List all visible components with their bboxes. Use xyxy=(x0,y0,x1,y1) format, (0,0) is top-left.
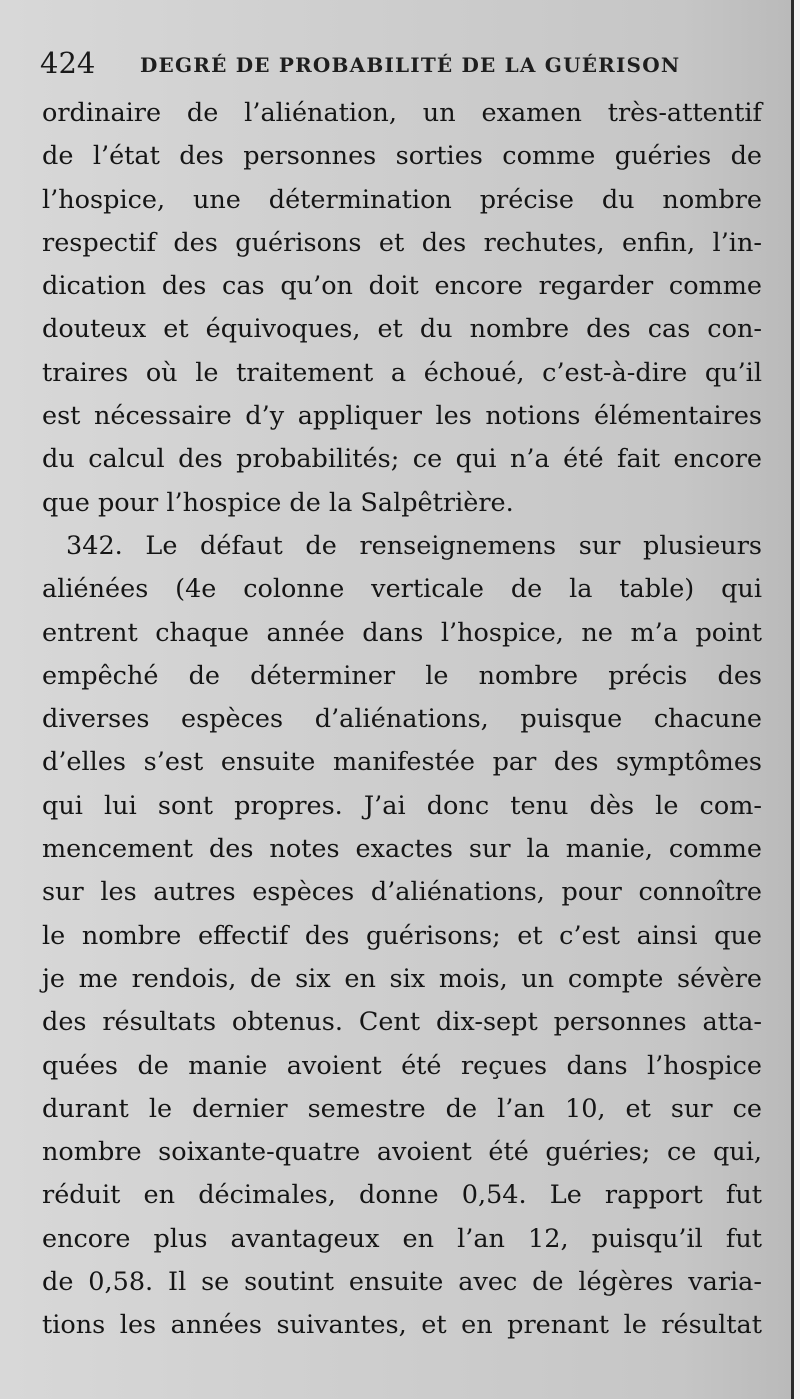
text-line: qui lui sont propres. J’ai donc tenu dès le com- xyxy=(42,790,762,821)
text-line: douteux et équivoques, et du nombre des cas con- xyxy=(42,314,762,345)
body-text xyxy=(42,92,762,1348)
text-line: d’elles s’est ensuite manifestée par des symptômes xyxy=(42,747,762,778)
running-head: DEGRÉ DE PROBABILITÉ DE LA GUÉRISON xyxy=(140,53,681,77)
text-line: empêché de déterminer le nombre précis des xyxy=(42,660,762,691)
text-line: du calcul des probabilités; ce qui n’a été fait encore xyxy=(42,444,762,475)
text-line: quées de manie avoient été reçues dans l’hospice xyxy=(42,1050,762,1081)
text-line: entrent chaque année dans l’hospice, ne m’a point xyxy=(42,617,762,648)
page-number: 424 xyxy=(40,46,96,80)
text-line: sur les autres espèces d’aliénations, pour connoître xyxy=(42,877,762,908)
text-line: des résultats obtenus. Cent dix-sept personnes atta- xyxy=(42,1007,762,1038)
text-line: aliénées (4e colonne verticale de la table) qui xyxy=(42,574,762,605)
text-line: je me rendois, de six en six mois, un compte sévère xyxy=(42,963,762,994)
text-line: mencement des notes exactes sur la manie, comme xyxy=(42,834,762,865)
text-line: est nécessaire d’y appliquer les notions élémentaires xyxy=(42,401,762,432)
text-line: encore plus avantageux en l’an 12, puisqu’il fut xyxy=(42,1223,762,1254)
text-line: respectif des guérisons et des rechutes, enfin, l’in- xyxy=(42,227,762,258)
text-line: nombre soixante-quatre avoient été guéries; ce qui, xyxy=(42,1137,762,1168)
text-line: de l’état des personnes sorties comme guéries de xyxy=(42,141,762,172)
text-line: réduit en décimales, donne 0,54. Le rapport fut xyxy=(42,1180,762,1211)
text-line: traires où le traitement a échoué, c’est-à-dire qu’il xyxy=(42,357,762,388)
page-header xyxy=(40,44,760,88)
text-line: que pour l’hospice de la Salpêtrière. xyxy=(42,487,514,518)
paragraph-342-start: 342. Le défaut de renseignemens sur plusieurs xyxy=(66,530,762,561)
text-line: dication des cas qu’on doit encore regarder comme xyxy=(42,271,762,302)
text-line: diverses espèces d’aliénations, puisque chacune xyxy=(42,704,762,735)
text-line: de 0,58. Il se soutint ensuite avec de légères varia- xyxy=(42,1267,762,1298)
text-line: tions les années suivantes, et en prenant le résultat xyxy=(42,1310,762,1341)
text-line: l’hospice, une détermination précise du nombre xyxy=(42,184,762,215)
text-line: le nombre effectif des guérisons; et c’est ainsi que xyxy=(42,920,762,951)
text-line: durant le dernier semestre de l’an 10, et sur ce xyxy=(42,1093,762,1124)
text-line: ordinaire de l’aliénation, un examen très-attentif xyxy=(42,98,762,128)
